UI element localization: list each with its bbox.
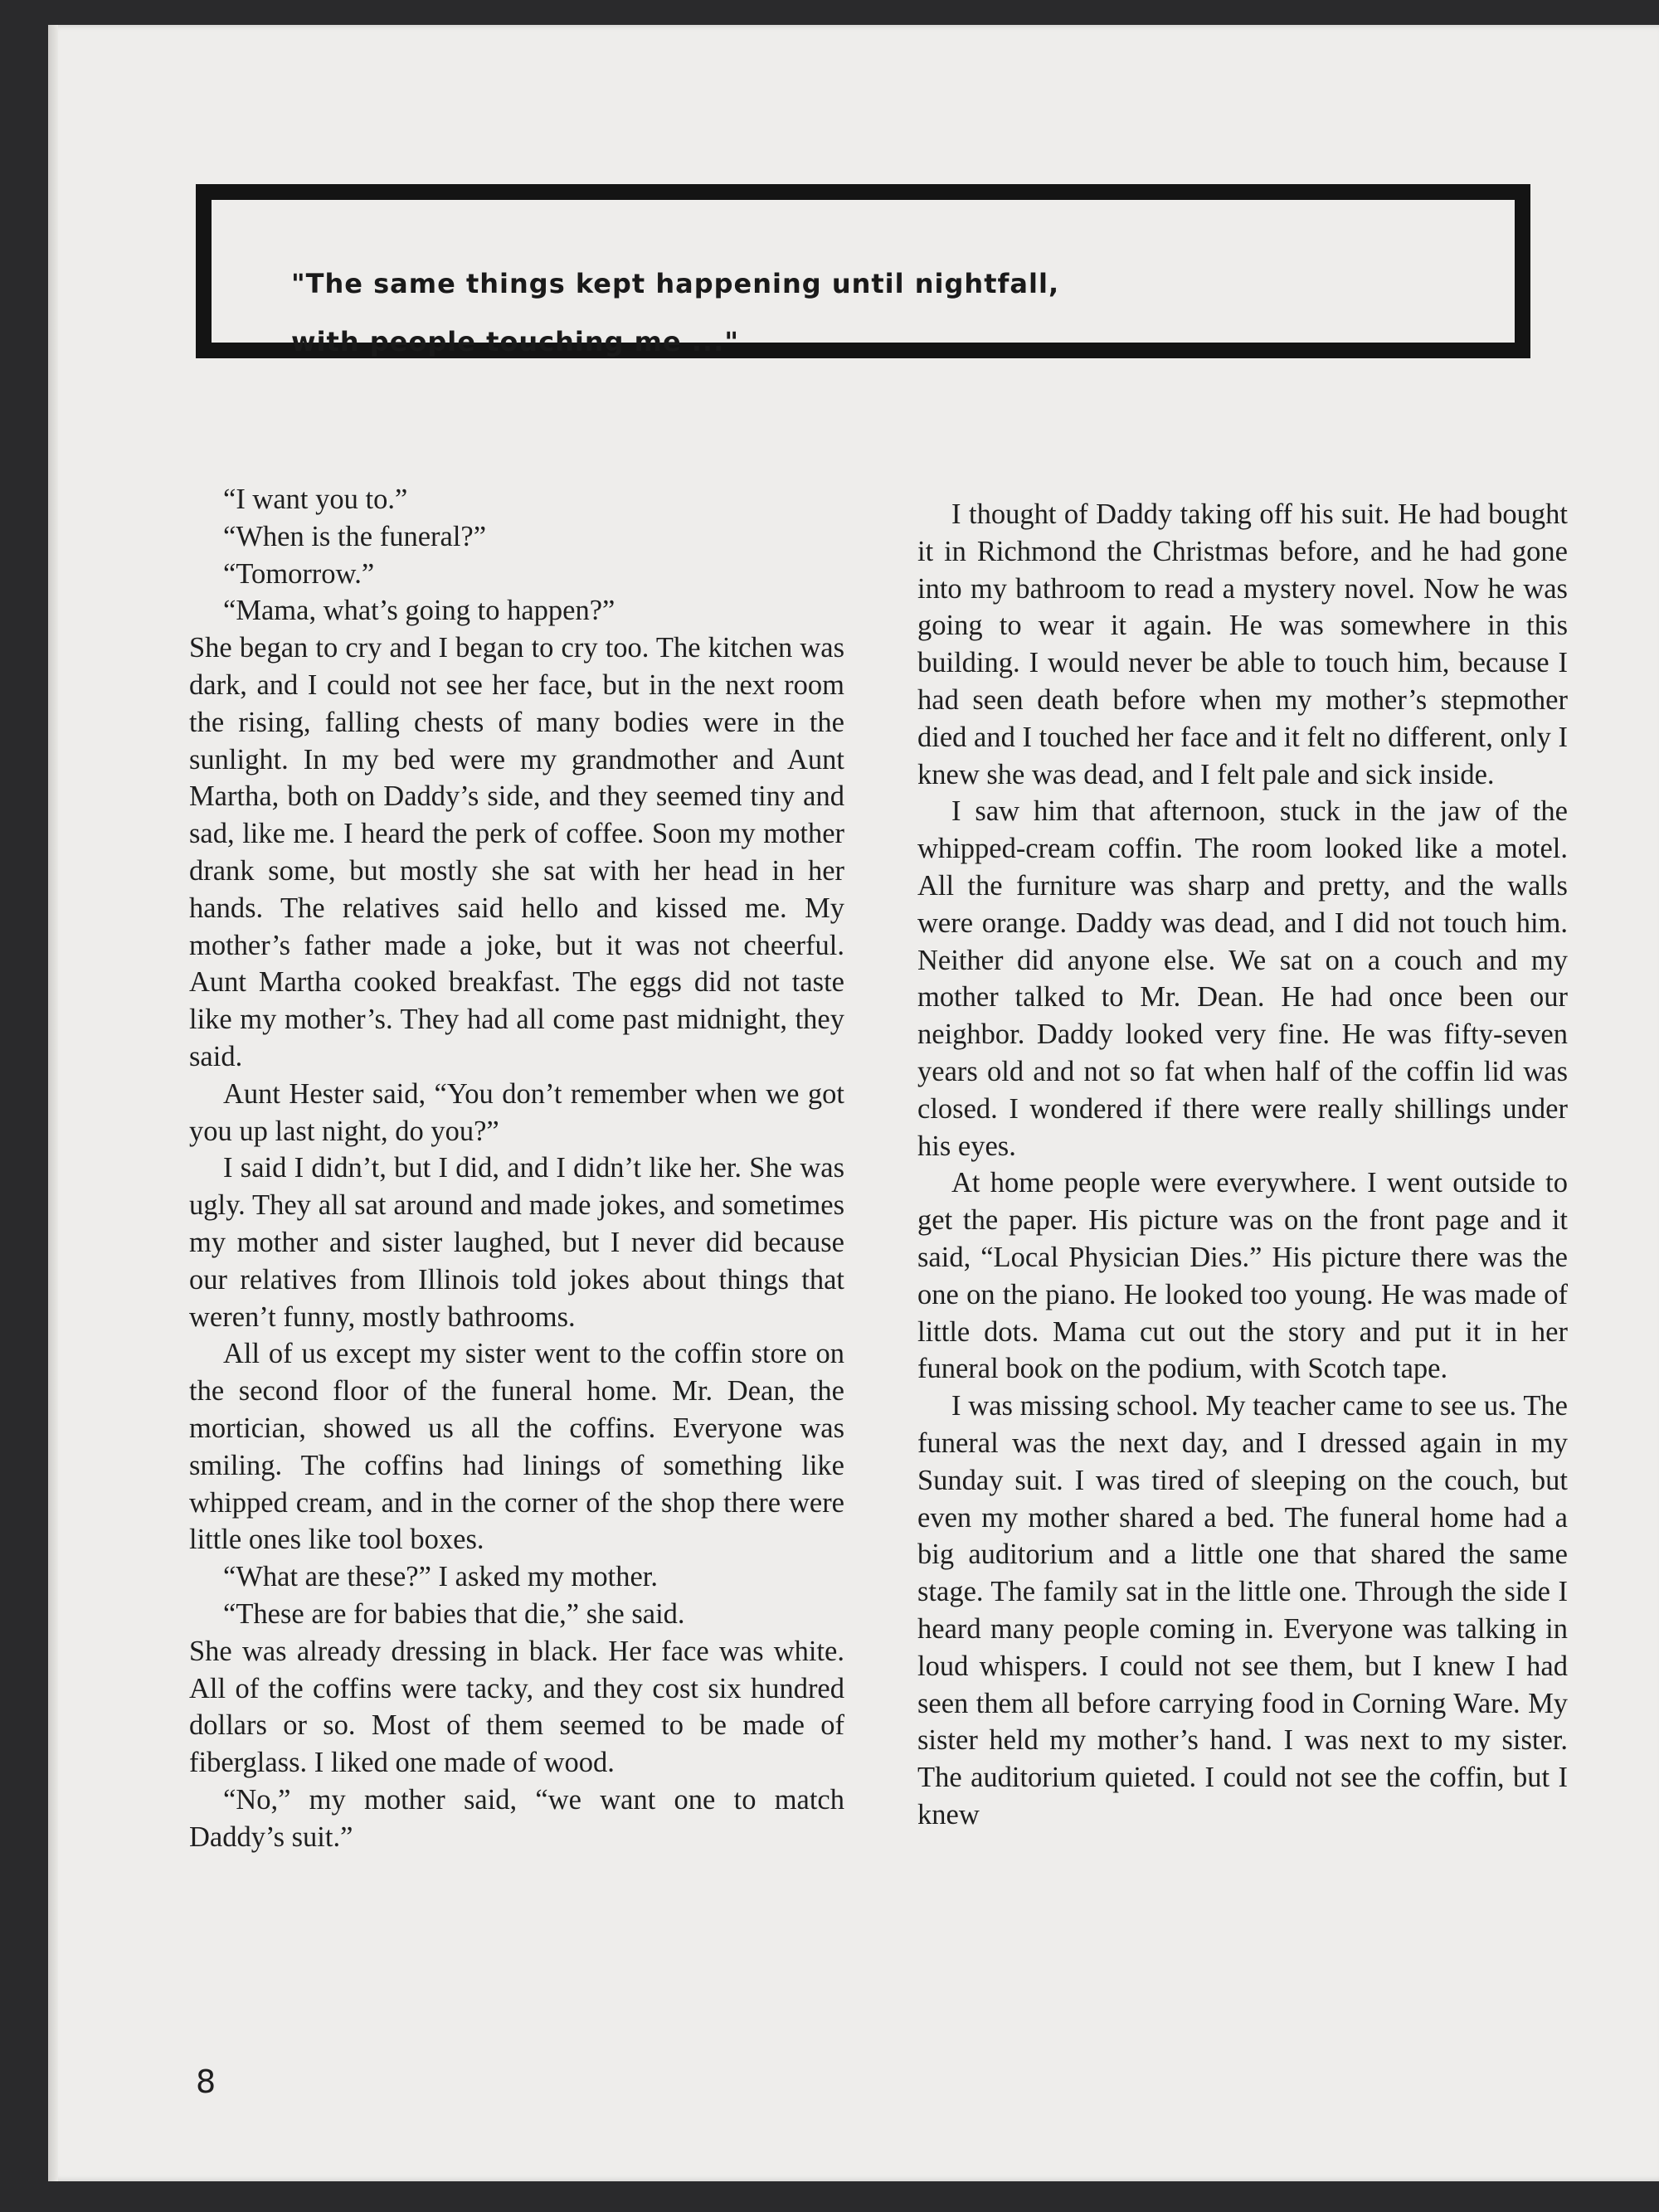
paragraph: “What are these?” I asked my mother. [223, 1561, 658, 1593]
paragraph: She was already dressing in black. Her face was white. All of the coffins were tacky, and they cost six hundred dollars or so. Most of them seemed to be made of fiberglass. I liked one made of wood. [189, 1635, 844, 1779]
paragraph: “These are for babies that die,” she said. [223, 1597, 685, 1630]
paragraph: I was missing school. My teacher came to see us. The funeral was the next day, and I dressed again in my Sunday suit. I was tired of sleeping on the couch, but even my mother shared a bed. The funeral home had a big auditorium and a little one that shared the same stage. The family sat in the little one. Through the side I heard many people coming in. Everyone was talking in loud whispers. I could not see them, but I knew I had seen them all before carrying food in Corning Ware. My sister held my mother’s hand. I was next to my sister. The auditorium quieted. I could not see the coffin, but I knew [917, 1390, 1568, 1830]
paragraph: All of us except my sister went to the coffin store on the second floor of the funeral home. Mr. Dean, the mortician, showed us all the coffins. Everyone was smiling. The coffins had linings of something like whipped cream, and in the corner of the shop there were little ones like tool boxes. [189, 1338, 844, 1556]
paragraph: “I want you to.” [223, 484, 408, 515]
paragraph: “When is the funeral?” [223, 520, 487, 552]
paragraph: “Mama, what’s going to happen?” [223, 595, 615, 627]
right-text-column [917, 496, 1568, 1834]
paragraph: I said I didn’t, but I did, and I didn’t like her. She was ugly. They all sat around and made jokes, and sometimes my mother and sister laughed, but I never did because our relatives from Illinois told jokes about things that weren’t funny, mostly bathrooms. [189, 1152, 844, 1333]
paragraph: Aunt Hester said, “You don’t remember when we got you up last night, do you?” [189, 1077, 844, 1147]
magazine-page [48, 25, 1659, 2181]
paragraph: “Tomorrow.” [223, 557, 375, 590]
page-binding-edge [48, 25, 58, 2181]
pull-quote-line-2: with people touching me ..." [291, 326, 739, 357]
paragraph: She began to cry and I began to cry too. The kitchen was dark, and I could not see her face, but in the next room the rising, falling chests of many bodies were in the sunlight. In my bed were my grandmother and Aunt Martha, both on Daddy’s side, and they seemed tiny and sad, like me. I heard the perk of coffee. Soon my mother drank some, but mostly she sat with her head in her hands. The relatives said hello and kissed me. My mother’s father made a joke, but it was not cheerful. Aunt Martha cooked breakfast. The eggs did not taste like my mother’s. They had all come past midnight, they said. [189, 632, 844, 1072]
page-number: 8 [196, 2064, 216, 2100]
left-text-column [189, 481, 844, 1855]
pull-quote-box [196, 184, 1530, 358]
paragraph: At home people were everywhere. I went outside to get the paper. His picture was on the front page and it said, “Local Physician Dies.” His picture there was the one on the piano. He looked too young. He was made of little dots. Mama cut out the story and put it in her funeral book on the podium, with Scotch tape. [917, 1167, 1568, 1385]
paragraph: I thought of Daddy taking off his suit. He had bought it in Richmond the Christmas before, and he had gone into my bathroom to read a mystery novel. Now he was going to wear it again. He was somewhere in this building. I would never be able to touch him, because I had seen death before when my mother’s stepmother died and I touched her face and it felt no different, only I knew she was dead, and I felt pale and sick inside. [917, 498, 1568, 790]
paragraph: I saw him that afternoon, stuck in the jaw of the whipped-cream coffin. The room looked like a motel. All the furniture was sharp and pretty, and the walls were orange. Daddy was dead, and I did not touch him. Neither did anyone else. We sat on a couch and my mother talked to Mr. Dean. He had once been our neighbor. Daddy looked very fine. He was fifty-seven years old and not so fat when half of the coffin lid was closed. I wondered if there were really shillings under his eyes. [917, 795, 1568, 1162]
paragraph: “No,” my mother said, “we want one to match Daddy’s suit.” [189, 1783, 844, 1853]
pull-quote-line-1: "The same things kept happening until nightfall, [291, 268, 1060, 299]
